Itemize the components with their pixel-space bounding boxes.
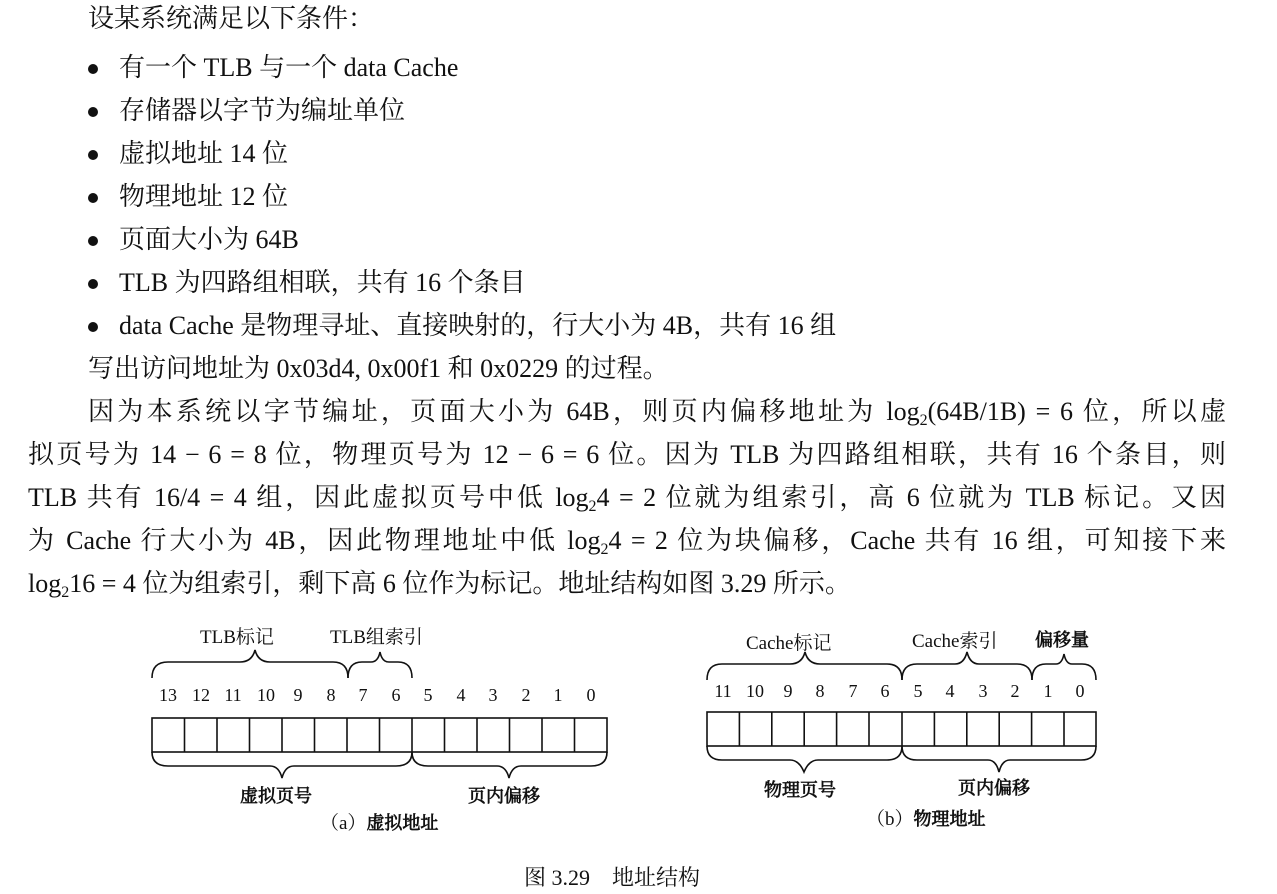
list-item: 存储器以字节为编址单位 (119, 96, 406, 125)
paragraph-text: 因为本系统以字节编址，页面大小为 64B，则页内偏移地址为 log (88, 397, 920, 426)
brace-offset (1032, 654, 1096, 680)
list-item: TLB 为四路组相联，共有 16 个条目 (119, 268, 526, 297)
list-item: data Cache 是物理寻址、直接映射的，行大小为 4B，共有 16 组 (119, 311, 837, 340)
caption-b-text: 物理地址 (913, 809, 986, 830)
subscript: 2 (919, 412, 928, 429)
paragraph-text: 4 = 2 位就为组索引，高 6 位就为 TLB 标记。又因 (596, 483, 1226, 512)
bit-number: 0 (1075, 681, 1085, 701)
label-virtual-page-number: 虚拟页号 (240, 786, 312, 807)
label-physical-page-number: 物理页号 (764, 780, 836, 801)
paragraph-line: 拟页号为 14 − 6 = 8 位，物理页号为 12 − 6 = 6 位。因为 TLB 为四路组相联，共有 16 个条目，则 (28, 440, 1226, 469)
caption-a (320, 808, 438, 835)
bit-number: 5 (423, 685, 433, 705)
bit-number: 13 (159, 685, 177, 705)
list-item: 物理地址 12 位 (119, 182, 289, 211)
bit-number: 6 (391, 685, 401, 705)
bit-number: 7 (358, 685, 368, 705)
caption-a-prefix: （a） (320, 813, 367, 834)
figure-caption: 图 3.29 地址结构 (524, 865, 701, 890)
brace-physical-page-number (707, 746, 902, 772)
list-item: 页面大小为 64B (119, 225, 299, 254)
cell-dividers-a (185, 718, 575, 752)
bit-number: 3 (488, 685, 498, 705)
bit-number: 10 (257, 685, 275, 705)
bit-number: 3 (978, 681, 988, 701)
list-item: 有一个 TLB 与一个 data Cache (119, 53, 459, 82)
brace-cache-tag (707, 652, 902, 680)
bit-number: 12 (192, 685, 210, 705)
bit-number: 4 (945, 681, 955, 701)
bit-number: 1 (1043, 681, 1053, 701)
caption-b-prefix: （b） (866, 809, 914, 830)
bit-number: 8 (326, 685, 336, 705)
caption-b (866, 804, 986, 831)
paragraph-text: log (28, 569, 62, 598)
bit-number: 2 (1010, 681, 1020, 701)
paragraph-text: (64B/1B) = 6 位，所以虚 (927, 397, 1226, 426)
label-cache-index: Cache索引 (912, 631, 998, 652)
bit-number: 9 (783, 681, 793, 701)
task-text: 写出访问地址为 0x03d4, 0x00f1 和 0x0229 的过程。 (88, 354, 669, 383)
brace-tlb-tag (152, 650, 348, 678)
bit-number: 2 (521, 685, 531, 705)
label-page-offset: 页内偏移 (468, 786, 540, 807)
subscript: 2 (588, 498, 597, 515)
intro-text: 设某系统满足以下条件： (88, 4, 375, 33)
label-page-offset: 页内偏移 (958, 778, 1030, 799)
bit-number: 6 (880, 681, 890, 701)
bit-number: 8 (815, 681, 825, 701)
brace-page-offset-b (902, 746, 1096, 772)
bit-number: 11 (714, 681, 732, 701)
subscript: 2 (61, 584, 70, 601)
bit-number: 1 (553, 685, 563, 705)
bit-number: 10 (746, 681, 764, 701)
bit-number: 0 (586, 685, 596, 705)
bit-number: 7 (848, 681, 858, 701)
bit-number: 5 (913, 681, 923, 701)
subscript: 2 (600, 541, 609, 558)
paragraph-text: TLB 共有 16/4 = 4 组，因此虚拟页号中低 log (28, 483, 589, 512)
paragraph-text: 为 Cache 行大小为 4B，因此物理地址中低 log (28, 526, 601, 555)
brace-virtual-page-number (152, 752, 412, 778)
paragraph-text: 16 = 4 位为组索引，剩下高 6 位作为标记。地址结构如图 3.29 所示。 (69, 569, 851, 598)
list-item: 虚拟地址 14 位 (119, 139, 289, 168)
brace-tlb-index (348, 652, 412, 678)
bit-number: 4 (456, 685, 466, 705)
brace-page-offset-a (412, 752, 607, 778)
label-offset: 偏移量 (1035, 630, 1089, 651)
bit-number: 9 (293, 685, 303, 705)
brace-cache-index (902, 652, 1032, 680)
label-cache-tag: Cache标记 (746, 633, 832, 654)
cell-dividers-b (739, 712, 1064, 746)
caption-a-text: 虚拟地址 (366, 813, 439, 834)
paragraph-text: 4 = 2 位为块偏移，Cache 共有 16 组，可知接下来 (608, 526, 1226, 555)
label-tlb-index: TLB组索引 (330, 627, 423, 648)
bit-number: 11 (224, 685, 242, 705)
label-tlb-tag: TLB标记 (200, 627, 274, 648)
